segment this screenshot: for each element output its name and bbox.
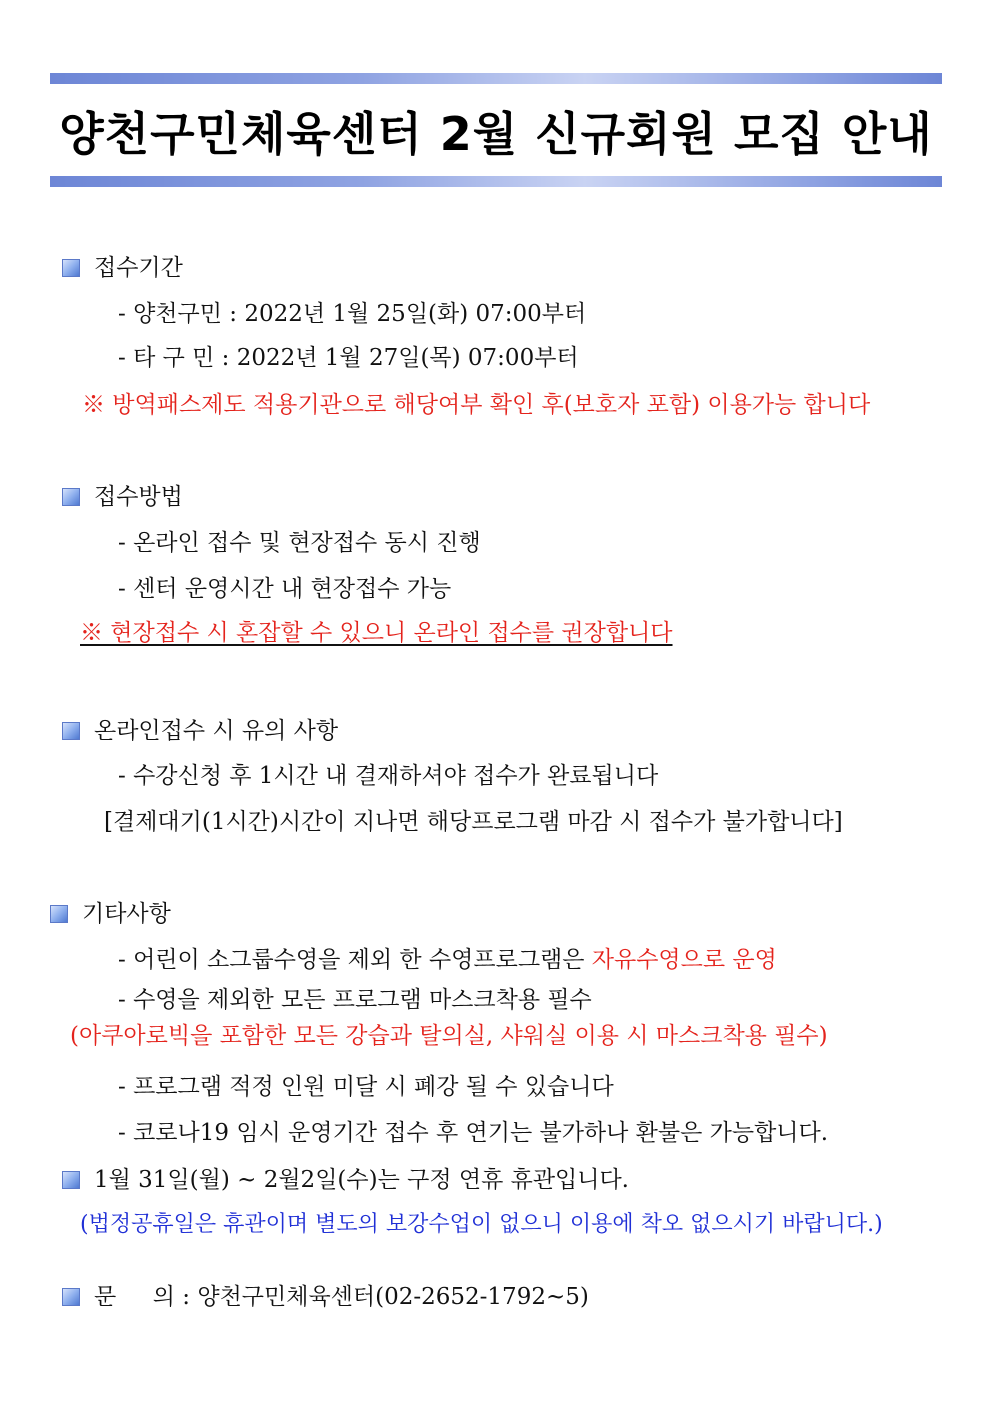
square-bullet-icon — [62, 259, 80, 277]
method-line-1: - 온라인 접수 및 현장접수 동시 진행 — [118, 530, 481, 556]
square-bullet-icon — [62, 1171, 80, 1189]
page-title: 양천구민체육센터 2월 신규회원 모집 안내 — [59, 107, 933, 161]
square-bullet-icon — [50, 905, 68, 923]
online-line-1: - 수강신청 후 1시간 내 결재하셔야 접수가 완료됩니다 — [118, 763, 659, 789]
top-decorative-bar — [50, 73, 942, 84]
etc-line-3: - 프로그램 적정 인원 미달 시 폐강 될 수 있습니다 — [118, 1074, 614, 1100]
period-non-residents: - 타 구 민 : 2022년 1월 27일(목) 07:00부터 — [118, 345, 579, 371]
online-line-2: [결제대기(1시간)시간이 지나면 해당프로그램 마감 시 접수가 불가합니다] — [104, 809, 843, 835]
etc-line-4: - 코로나19 임시 운영기간 접수 후 연기는 불가하나 환불은 가능합니다. — [118, 1120, 829, 1146]
period-residents: - 양천구민 : 2022년 1월 25일(화) 07:00부터 — [118, 301, 587, 327]
square-bullet-icon — [62, 722, 80, 740]
section-period-heading: 접수기간 — [62, 253, 183, 283]
method-line-2: - 센터 운영시간 내 현장접수 가능 — [118, 576, 452, 602]
holiday-note: (법정공휴일은 휴관이며 별도의 보강수업이 없으니 이용에 착오 없으시기 바랍니다.) — [80, 1212, 883, 1237]
section-etc-heading: 기타사항 — [50, 899, 171, 929]
etc-line-1: - 어린이 소그룹수영을 제외 한 수영프로그램은 자유수영으로 운영 — [118, 947, 777, 973]
section-online-heading: 온라인접수 시 유의 사항 — [62, 716, 338, 746]
free-swim-highlight: 자유수영으로 운영 — [591, 947, 777, 973]
bottom-decorative-bar — [50, 176, 942, 187]
etc-note: (아쿠아로빅을 포함한 모든 강습과 탈의실, 샤워실 이용 시 마스크착용 필수) — [70, 1023, 828, 1049]
period-note: ※ 방역패스제도 적용기관으로 해당여부 확인 후(보호자 포함) 이용가능 합니다 — [82, 392, 871, 418]
section-method-heading: 접수방법 — [62, 482, 183, 512]
square-bullet-icon — [62, 488, 80, 506]
method-note: ※ 현장접수 시 혼잡할 수 있으니 온라인 접수를 권장합니다 — [80, 620, 673, 646]
contact-heading: 문 의 : 양천구민체육센터(02-2652-1792~5) — [62, 1282, 589, 1312]
holiday-heading: 1월 31일(월) ~ 2월2일(수)는 구정 연휴 휴관입니다. — [62, 1165, 629, 1195]
etc-line-2: - 수영을 제외한 모든 프로그램 마스크착용 필수 — [118, 987, 592, 1013]
square-bullet-icon — [62, 1288, 80, 1306]
